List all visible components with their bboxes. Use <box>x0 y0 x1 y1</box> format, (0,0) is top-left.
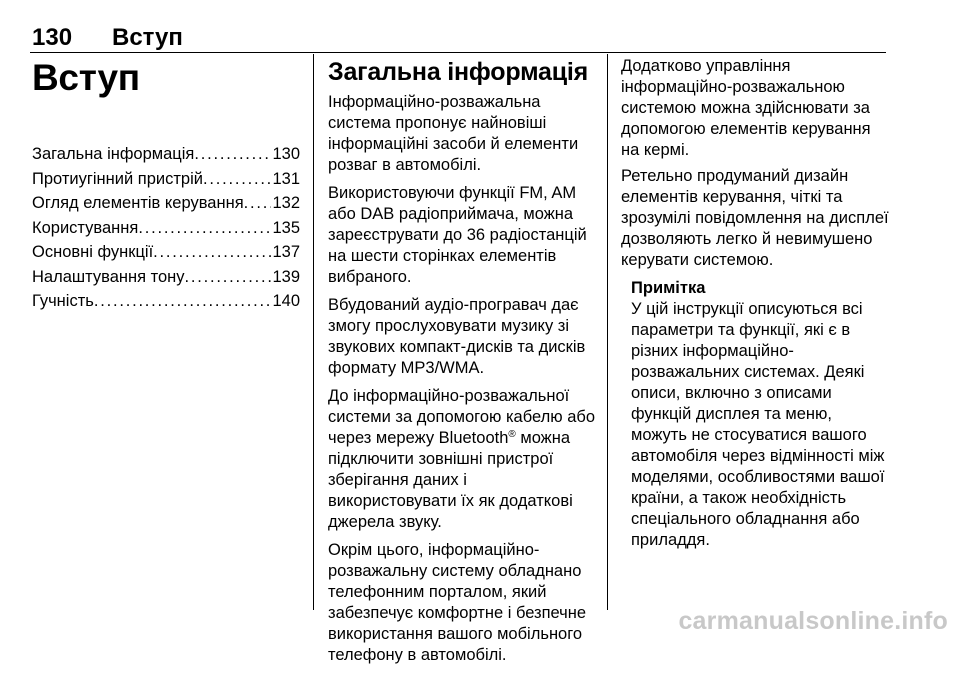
toc-entry[interactable] <box>32 218 300 243</box>
toc-page: 139 <box>272 267 300 286</box>
table-of-contents <box>32 144 300 316</box>
column-contents <box>32 56 300 316</box>
column-divider-1 <box>313 54 314 610</box>
body-paragraph: Вбудований аудіо-програвач дає змогу прослуховувати музику зі звукових компакт-дисків та дисків формату MP3/WMA. <box>328 296 586 377</box>
page-header <box>32 24 183 52</box>
toc-label: Загальна інформація <box>32 145 195 163</box>
toc-page: 131 <box>272 169 300 188</box>
body-paragraph: Ретельно продуманий дизайн елементів керування, чіткі та зрозумілі повідомлення на дисплеї дозволяють легко й невимушено керувати системою. <box>621 167 889 269</box>
toc-page: 135 <box>272 218 300 237</box>
body-paragraph: Інформаційно-розважальна система пропонує найновіші інформаційні засоби й елементи розваг в автомобілі. <box>328 93 579 174</box>
toc-label: Гучність <box>32 292 94 310</box>
toc-page: 137 <box>272 243 300 261</box>
toc-page: 130 <box>272 145 300 163</box>
toc-leader <box>185 267 272 288</box>
header-divider <box>30 52 886 53</box>
column-general-info <box>328 56 596 673</box>
toc-entry[interactable] <box>32 193 300 218</box>
column-divider-2 <box>607 54 608 610</box>
toc-leader <box>153 242 271 263</box>
bt-text-after: можна підключити зовнішні пристрої зберігання даних і використовувати їх як додаткові джерела звуку. <box>328 429 573 531</box>
toc-label: Огляд елементів керування <box>32 194 244 212</box>
toc-entry[interactable] <box>32 169 300 194</box>
toc-label: Налаштування тону <box>32 267 185 286</box>
section-title: Вступ <box>32 57 140 98</box>
toc-page: 140 <box>272 292 300 310</box>
toc-label: Основні функції <box>32 243 154 261</box>
note-text: У цій інструкції описуються всі параметри та функції, які є в різних інформаційно-розважальних системах. Деякі описи, включно з описами функцій дисплея та меню, можуть не стосуватися вашого автомобіля через відмінності між моделями, особливостями вашої країни, а також необхідність спеціального обладнання або приладдя. <box>631 300 885 549</box>
body-paragraph: Додатково управління інформаційно-розважальною системою можна здійснювати за допомогою елементів керування на кермі. <box>621 57 871 159</box>
bt-text-before: До інформаційно-розважальної системи за допомогою кабелю або через мережу Bluetooth <box>328 387 596 447</box>
subsection-title: Загальна інформація <box>328 58 589 86</box>
toc-label: Протиугінний пристрій <box>32 169 203 188</box>
toc-leader <box>244 193 272 214</box>
page-number: 130 <box>32 24 73 51</box>
toc-leader <box>194 144 271 165</box>
toc-leader <box>94 291 272 312</box>
toc-label: Користування <box>32 218 139 237</box>
note-label: Примітка <box>631 279 706 297</box>
toc-page: 132 <box>272 194 300 212</box>
body-paragraph: Окрім цього, інформаційно-розважальну систему обладнано телефонним порталом, який забезпечує комфортне і безпечне використання вашого мобільного телефону в автомобілі. <box>328 541 587 664</box>
toc-entry[interactable] <box>32 144 300 169</box>
toc-entry[interactable] <box>32 242 300 267</box>
note-block <box>621 278 891 551</box>
column-continued <box>621 56 891 551</box>
header-section-title: Вступ <box>112 24 183 51</box>
registered-mark: ® <box>508 429 516 440</box>
toc-leader <box>138 218 271 239</box>
toc-leader <box>203 169 271 190</box>
body-paragraph: Використовуючи функції FM, AM або DAB радіоприймача, можна зареєструвати до 36 радіостанцій на шести сторінках елементів вибраного. <box>328 184 587 286</box>
toc-entry[interactable] <box>32 291 300 316</box>
watermark: carmanualsonline.info <box>678 607 948 635</box>
toc-entry[interactable] <box>32 267 300 292</box>
body-paragraph-bluetooth <box>328 386 596 533</box>
